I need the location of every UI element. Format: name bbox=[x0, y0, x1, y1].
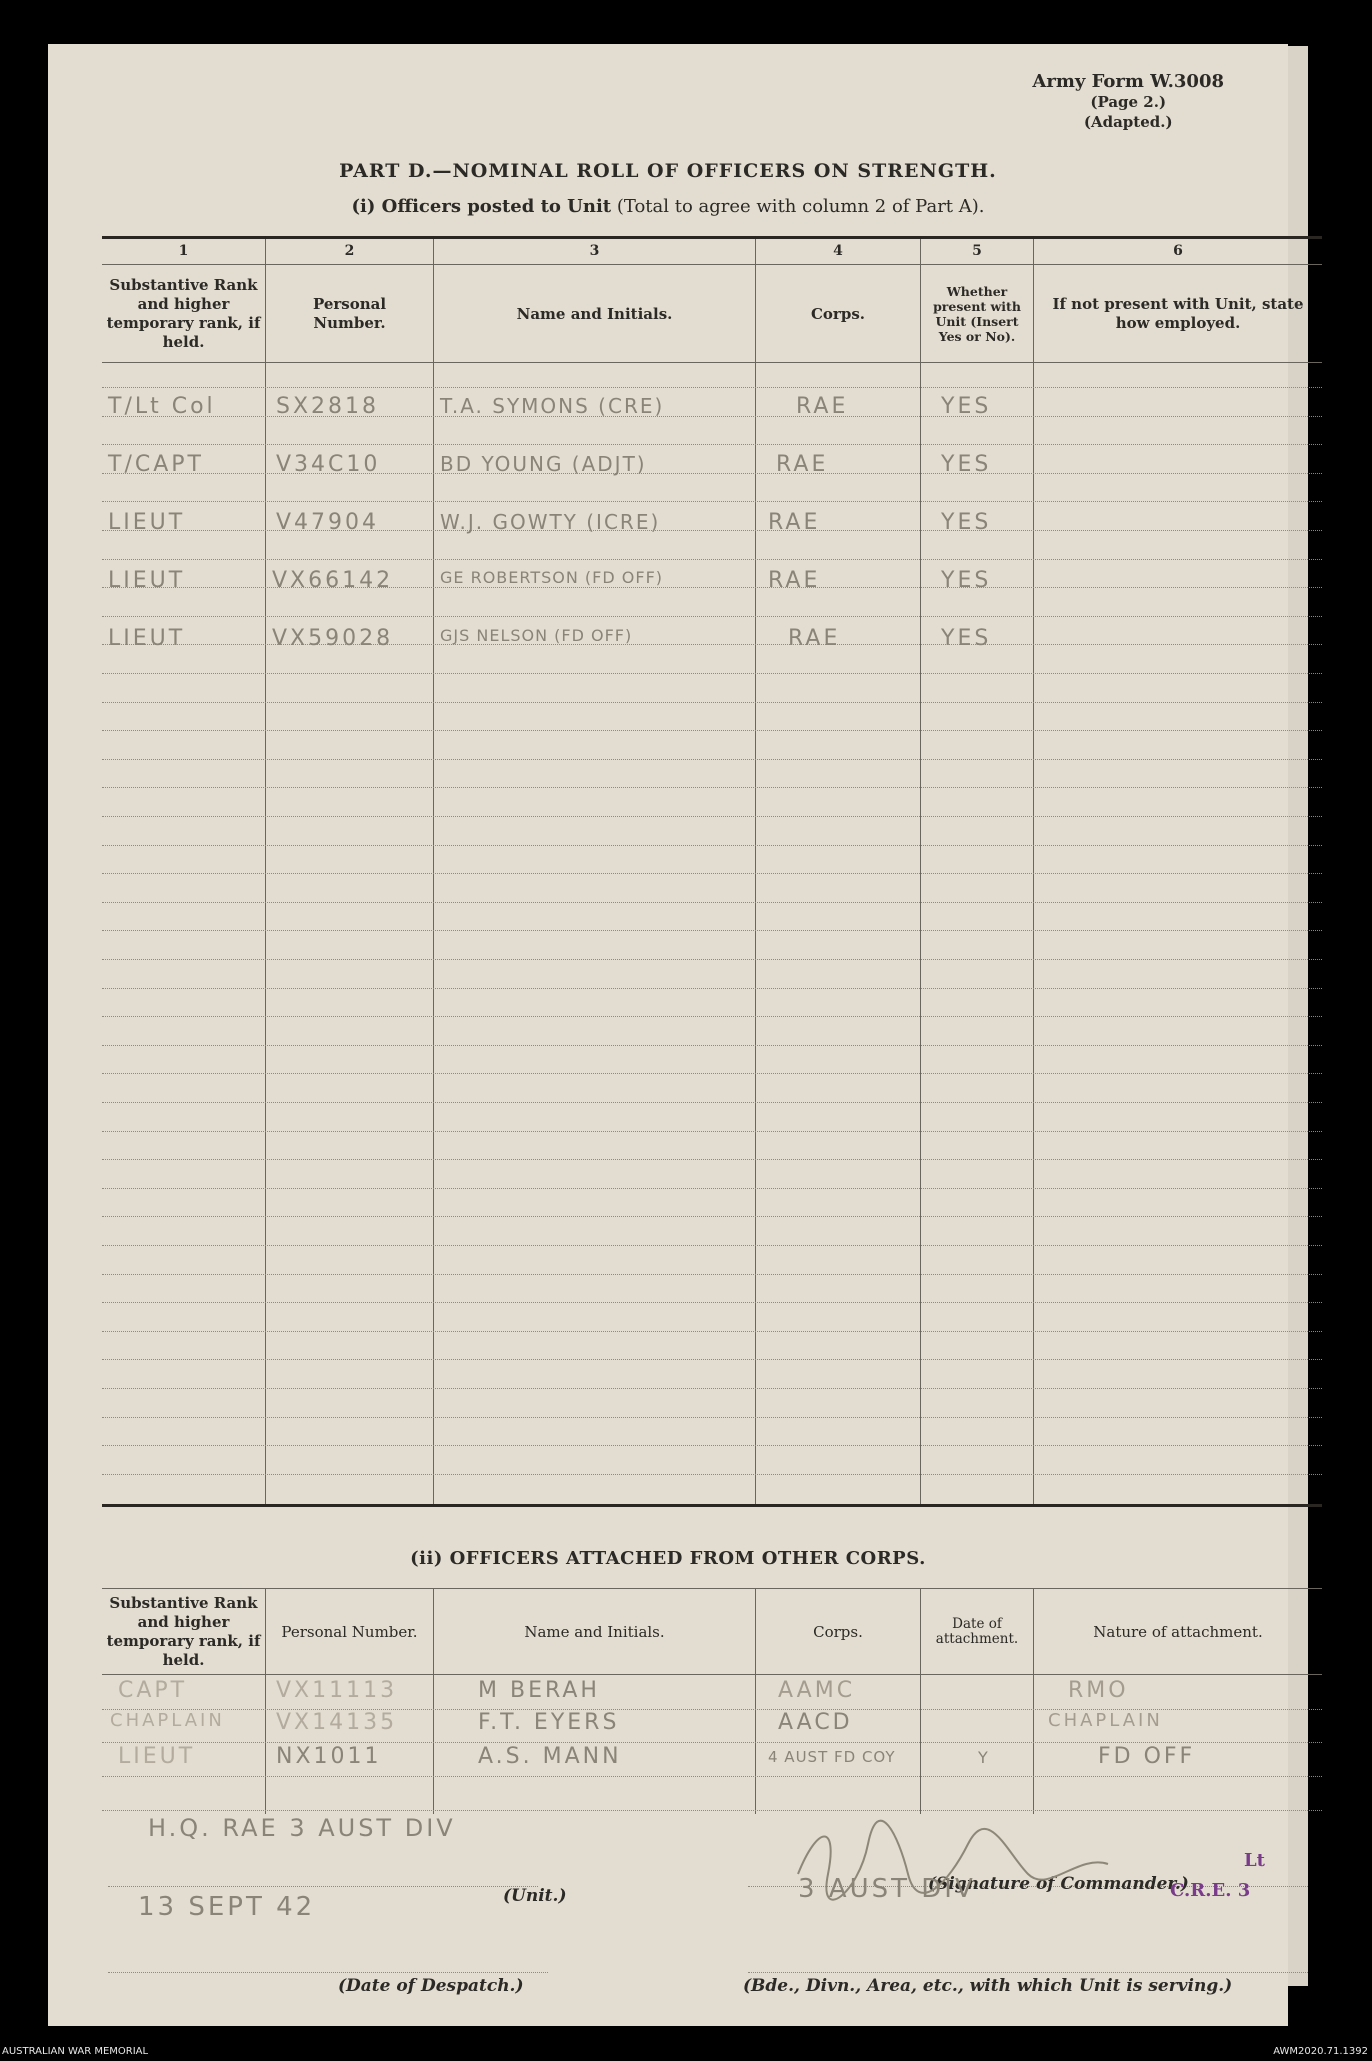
col-divider-3 bbox=[755, 239, 756, 1504]
col-number-4: 4 bbox=[833, 243, 843, 259]
part-d-subtitle bbox=[48, 196, 1288, 217]
col-divider-4 bbox=[920, 239, 921, 1504]
entry-corps: RAE bbox=[788, 626, 841, 651]
date-of-despatch-label: (Date of Despatch.) bbox=[338, 1976, 524, 1996]
ruled-line bbox=[102, 1331, 1322, 1332]
entry-rank: T/Lt Col bbox=[108, 394, 216, 419]
entry-nature: RMO bbox=[1068, 1678, 1129, 1703]
header-personal-number: Personal Number. bbox=[312, 295, 387, 332]
ii-header-rank: Substantive Rank and higher temporary rank, if held. bbox=[106, 1594, 261, 1669]
header-rank: Substantive Rank and higher temporary rank, if held. bbox=[106, 276, 261, 351]
ruled-line bbox=[102, 1102, 1322, 1103]
ruled-line bbox=[102, 1045, 1322, 1046]
ruled-line bbox=[102, 1742, 1322, 1743]
entry-name: T.A. SYMONS (CRE) bbox=[440, 394, 665, 418]
ii-header-personal-number: Personal Number. bbox=[281, 1622, 418, 1641]
entry-present: YES bbox=[941, 626, 992, 651]
ruled-line bbox=[102, 501, 1322, 502]
entry-number: VX66142 bbox=[272, 568, 394, 593]
entry-present: YES bbox=[941, 394, 992, 419]
ruled-line bbox=[102, 902, 1322, 903]
ruled-line bbox=[102, 959, 1322, 960]
unit-line bbox=[108, 1886, 538, 1887]
header-rule bbox=[102, 362, 1322, 363]
formation-handwritten: 3 AUST DIV bbox=[798, 1874, 976, 1904]
ruled-line bbox=[102, 1359, 1322, 1360]
ruled-line bbox=[102, 930, 1322, 931]
col-number-3: 3 bbox=[589, 243, 600, 259]
col-number-1: 1 bbox=[178, 243, 189, 259]
part-ii-header-rule bbox=[102, 1674, 1322, 1675]
ruled-line bbox=[102, 1245, 1322, 1246]
entry-corps: RAE bbox=[768, 568, 821, 593]
formation-label: (Bde., Divn., Area, etc., with which Unit is serving.) bbox=[743, 1976, 1233, 1996]
army-form-page bbox=[48, 44, 1304, 2026]
entry-corps: RAE bbox=[776, 452, 829, 477]
ruled-line bbox=[102, 845, 1322, 846]
col-divider-1 bbox=[265, 239, 266, 1504]
header-present: Whether present with Unit (Insert Yes or No). bbox=[933, 284, 1021, 344]
date-handwritten: 13 SEPT 42 bbox=[138, 1892, 316, 1922]
entry-number: SX2818 bbox=[276, 394, 380, 419]
entry-name: M BERAH bbox=[478, 1678, 600, 1703]
entry-rank: LIEUT bbox=[108, 510, 186, 535]
stamp-line-2: C.R.E. 3 bbox=[1170, 1880, 1251, 1901]
ii-col-divider-1 bbox=[265, 1588, 266, 1814]
ruled-line bbox=[102, 616, 1322, 617]
ruled-line bbox=[102, 816, 1322, 817]
ruled-line bbox=[102, 787, 1322, 788]
unit-label: (Unit.) bbox=[503, 1886, 567, 1906]
ii-header-name: Name and Initials. bbox=[524, 1622, 665, 1641]
entry-rank: LIEUT bbox=[118, 1744, 196, 1769]
entry-name: W.J. GOWTY (ICRE) bbox=[440, 510, 661, 534]
entry-corps: AAMC bbox=[778, 1678, 856, 1703]
form-name: Army Form W.3008 bbox=[1032, 71, 1224, 92]
ruled-line bbox=[102, 673, 1322, 674]
col-divider-2 bbox=[433, 239, 434, 1504]
header-employed: If not present with Unit, state how employed. bbox=[1052, 295, 1304, 332]
entry-number: V47904 bbox=[276, 510, 380, 535]
col-number-6: 6 bbox=[1173, 243, 1183, 259]
entry-name: F.T. EYERS bbox=[478, 1710, 620, 1735]
entry-number: V34C10 bbox=[276, 452, 381, 477]
stamp-line-1: Lt bbox=[1244, 1850, 1265, 1871]
unit-handwritten: H.Q. RAE 3 AUST DIV bbox=[148, 1814, 456, 1842]
ii-header-corps: Corps. bbox=[813, 1622, 863, 1641]
entry-corps: RAE bbox=[796, 394, 849, 419]
ruled-line bbox=[102, 1417, 1322, 1418]
signature-label: (Signature of Commander.) bbox=[928, 1874, 1189, 1894]
entry-name: GJS NELSON (FD OFF) bbox=[440, 626, 633, 645]
formation-line bbox=[748, 1972, 1308, 1973]
col-divider-5 bbox=[1033, 239, 1034, 1504]
archive-reference: AWM2020.71.1392 bbox=[1273, 2046, 1368, 2057]
header-corps: Corps. bbox=[810, 304, 865, 323]
ruled-line bbox=[102, 1474, 1322, 1475]
entry-rank: CAPT bbox=[118, 1678, 188, 1703]
date-line bbox=[108, 1972, 548, 1973]
part-ii-top-rule bbox=[102, 1588, 1322, 1589]
colnum-rule bbox=[102, 264, 1322, 265]
subtitle-bold: (i) Officers posted to Unit bbox=[351, 196, 612, 217]
entry-name: GE ROBERTSON (FD OFF) bbox=[440, 568, 664, 587]
entry-corps: AACD bbox=[778, 1710, 853, 1735]
ruled-line bbox=[102, 1776, 1322, 1777]
ruled-line bbox=[102, 702, 1322, 703]
entry-present: YES bbox=[941, 452, 992, 477]
entry-nature: FD OFF bbox=[1098, 1744, 1196, 1769]
archive-credit: AUSTRALIAN WAR MEMORIAL bbox=[2, 2046, 149, 2057]
ruled-line bbox=[102, 1159, 1322, 1160]
entry-corps: RAE bbox=[768, 510, 821, 535]
ruled-line bbox=[102, 1016, 1322, 1017]
part-d-title: PART D.—NOMINAL ROLL OF OFFICERS ON STRENGTH. bbox=[339, 160, 997, 182]
col-number-5: 5 bbox=[972, 243, 982, 259]
ruled-line bbox=[102, 1216, 1322, 1217]
entry-present: YES bbox=[941, 568, 992, 593]
commander-signature bbox=[788, 1814, 1128, 1914]
entry-number: NX1011 bbox=[276, 1744, 382, 1769]
entry-present: YES bbox=[941, 510, 992, 535]
ruled-line bbox=[102, 559, 1322, 560]
form-number bbox=[1032, 72, 1224, 132]
entry-date: Y bbox=[978, 1748, 991, 1767]
subtitle-rest: (Total to agree with column 2 of Part A). bbox=[611, 196, 985, 217]
ruled-line bbox=[102, 988, 1322, 989]
entry-number: VX11113 bbox=[276, 1678, 398, 1703]
ruled-line bbox=[102, 873, 1322, 874]
ii-col-divider-5 bbox=[1033, 1588, 1034, 1814]
form-adapted: (Adapted.) bbox=[1083, 113, 1173, 131]
col-number-2: 2 bbox=[344, 243, 355, 259]
form-page: (Page 2.) bbox=[1090, 93, 1167, 111]
part-ii-title: (ii) OFFICERS ATTACHED FROM OTHER CORPS. bbox=[410, 1548, 926, 1569]
header-name: Name and Initials. bbox=[516, 304, 673, 323]
ruled-line bbox=[102, 1445, 1322, 1446]
ii-col-divider-4 bbox=[920, 1588, 921, 1814]
entry-rank: LIEUT bbox=[108, 568, 186, 593]
entry-number: VX59028 bbox=[272, 626, 394, 651]
ii-header-nature: Nature of attachment. bbox=[1093, 1622, 1263, 1641]
entry-name: BD YOUNG (ADJT) bbox=[440, 452, 647, 476]
ruled-line bbox=[102, 1188, 1322, 1189]
entry-rank: CHAPLAIN bbox=[110, 1710, 225, 1731]
ruled-line bbox=[102, 444, 1322, 445]
ruled-line bbox=[102, 1274, 1322, 1275]
ruled-line bbox=[102, 1302, 1322, 1303]
ruled-line bbox=[102, 730, 1322, 731]
entry-name: A.S. MANN bbox=[478, 1744, 622, 1769]
table-top-rule bbox=[102, 236, 1322, 239]
entry-rank: LIEUT bbox=[108, 626, 186, 651]
ruled-line bbox=[102, 1388, 1322, 1389]
ruled-line bbox=[102, 387, 1322, 388]
entry-rank: T/CAPT bbox=[108, 452, 204, 477]
ruled-line bbox=[102, 1810, 1322, 1811]
entry-corps: 4 AUST FD COY bbox=[768, 1748, 896, 1766]
entry-nature: CHAPLAIN bbox=[1048, 1710, 1163, 1731]
table-bottom-rule bbox=[102, 1504, 1322, 1507]
ii-header-date: Date of attachment. bbox=[935, 1616, 1019, 1647]
ruled-line bbox=[102, 759, 1322, 760]
ruled-line bbox=[102, 1131, 1322, 1132]
entry-number: VX14135 bbox=[276, 1710, 398, 1735]
ruled-line bbox=[102, 1073, 1322, 1074]
